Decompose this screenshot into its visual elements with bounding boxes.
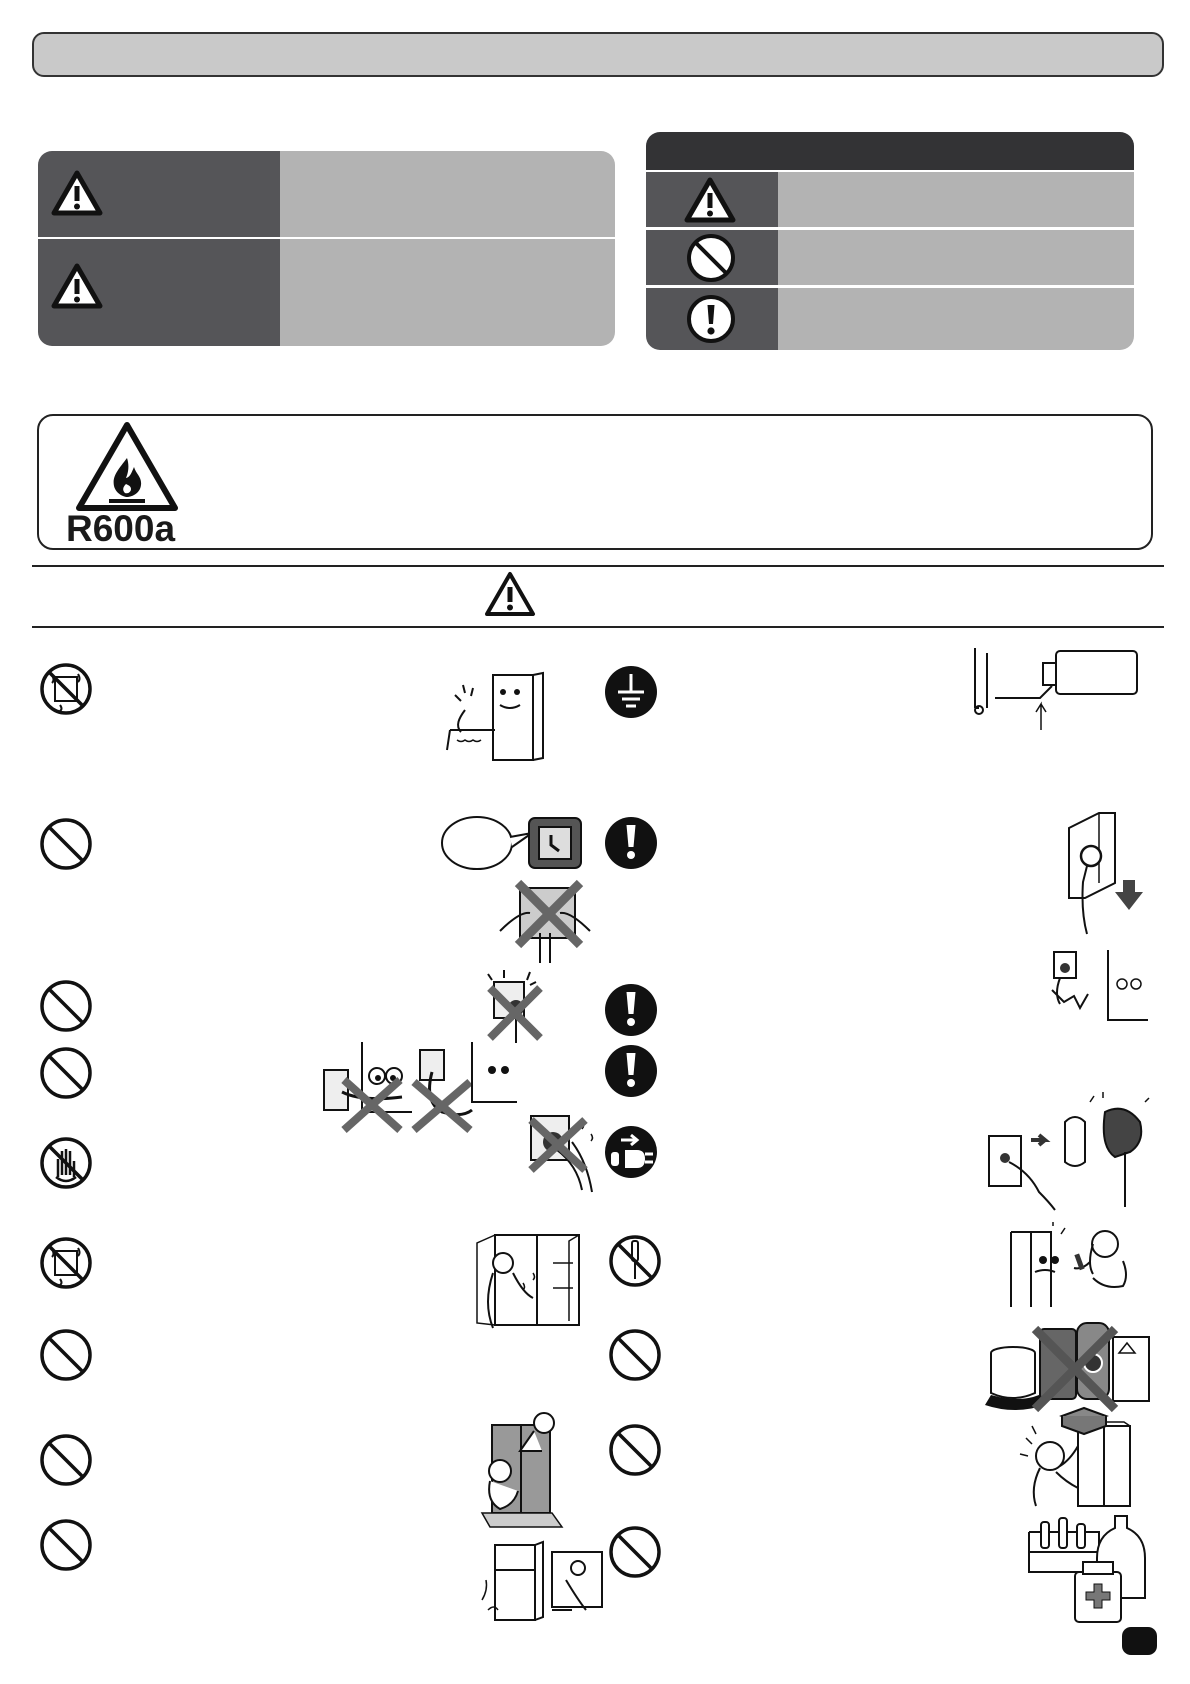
- prohibited-circle-icon: [38, 1045, 94, 1101]
- warning-triangle-icon: [51, 263, 103, 309]
- heavy-object-illustration: [1020, 1408, 1135, 1508]
- refrigerant-notice-box: [37, 414, 1153, 550]
- refrigerant-label: R600a: [66, 508, 176, 549]
- pull-plug-illustration: [1065, 808, 1150, 936]
- page-title-bar: [32, 32, 1164, 77]
- mandatory-exclamation-icon: [686, 294, 736, 344]
- no-wet-hands-icon: [38, 1135, 94, 1191]
- prohibited-circle-icon: [607, 1422, 663, 1478]
- symbol-row-warning: [646, 172, 1134, 227]
- wet-plug-illustration: [445, 670, 555, 765]
- prohibited-circle-icon: [38, 1327, 94, 1383]
- warning-triangle-icon: [51, 170, 103, 216]
- legend-row-warning: [38, 151, 615, 237]
- section-rule-top: [32, 565, 1164, 567]
- prohibited-circle-icon: [38, 816, 94, 872]
- dedicated-outlet-illustration: [440, 813, 600, 963]
- symbol-legend: [646, 132, 1134, 350]
- mandatory-exclamation-icon: [603, 982, 659, 1038]
- symbol-row-prohibited: [646, 230, 1134, 285]
- loose-outlet-illustration: [480, 968, 545, 1043]
- prohibited-circle-icon: [38, 1517, 94, 1573]
- clean-plug-illustration: [985, 1092, 1150, 1212]
- section-rule-bottom: [32, 626, 1164, 628]
- no-water-splash-icon: [38, 1235, 94, 1291]
- prohibited-circle-icon: [38, 1432, 94, 1488]
- symbol-legend-header: [646, 132, 1134, 170]
- flammable-paints-illustration: [985, 1323, 1150, 1413]
- unplug-icon: [603, 1124, 659, 1180]
- symbol-row-mandatory: [646, 288, 1134, 350]
- earth-ground-icon: [603, 664, 659, 720]
- prohibited-circle-icon: [686, 233, 736, 283]
- fridge-disposal-illustration: [480, 1540, 605, 1625]
- warning-triangle-icon: [684, 177, 736, 223]
- child-climbing-illustration: [482, 1413, 567, 1528]
- page-number-badge: [1122, 1627, 1157, 1655]
- warning-triangle-icon: [483, 570, 537, 618]
- mandatory-exclamation-icon: [603, 1043, 659, 1099]
- legend-row-caution: [38, 239, 615, 346]
- signal-word-legend: [38, 151, 615, 346]
- damaged-cord-illustration: [322, 1042, 522, 1132]
- repair-illustration: [1005, 1222, 1130, 1307]
- wet-hand-plug-illustration: [527, 1112, 602, 1197]
- ground-wire-illustration: [965, 648, 1137, 730]
- prohibited-circle-icon: [38, 978, 94, 1034]
- mandatory-exclamation-icon: [603, 815, 659, 871]
- flammable-flame-icon: [74, 420, 180, 512]
- medicine-storage-illustration: [1025, 1512, 1147, 1624]
- prohibited-circle-icon: [607, 1524, 663, 1580]
- prohibited-circle-icon: [607, 1327, 663, 1383]
- no-water-splash-icon: [38, 661, 94, 717]
- wall-socket-illustration: [1050, 950, 1150, 1022]
- no-disassembly-icon: [607, 1233, 663, 1289]
- spraying-water-illustration: [473, 1233, 583, 1333]
